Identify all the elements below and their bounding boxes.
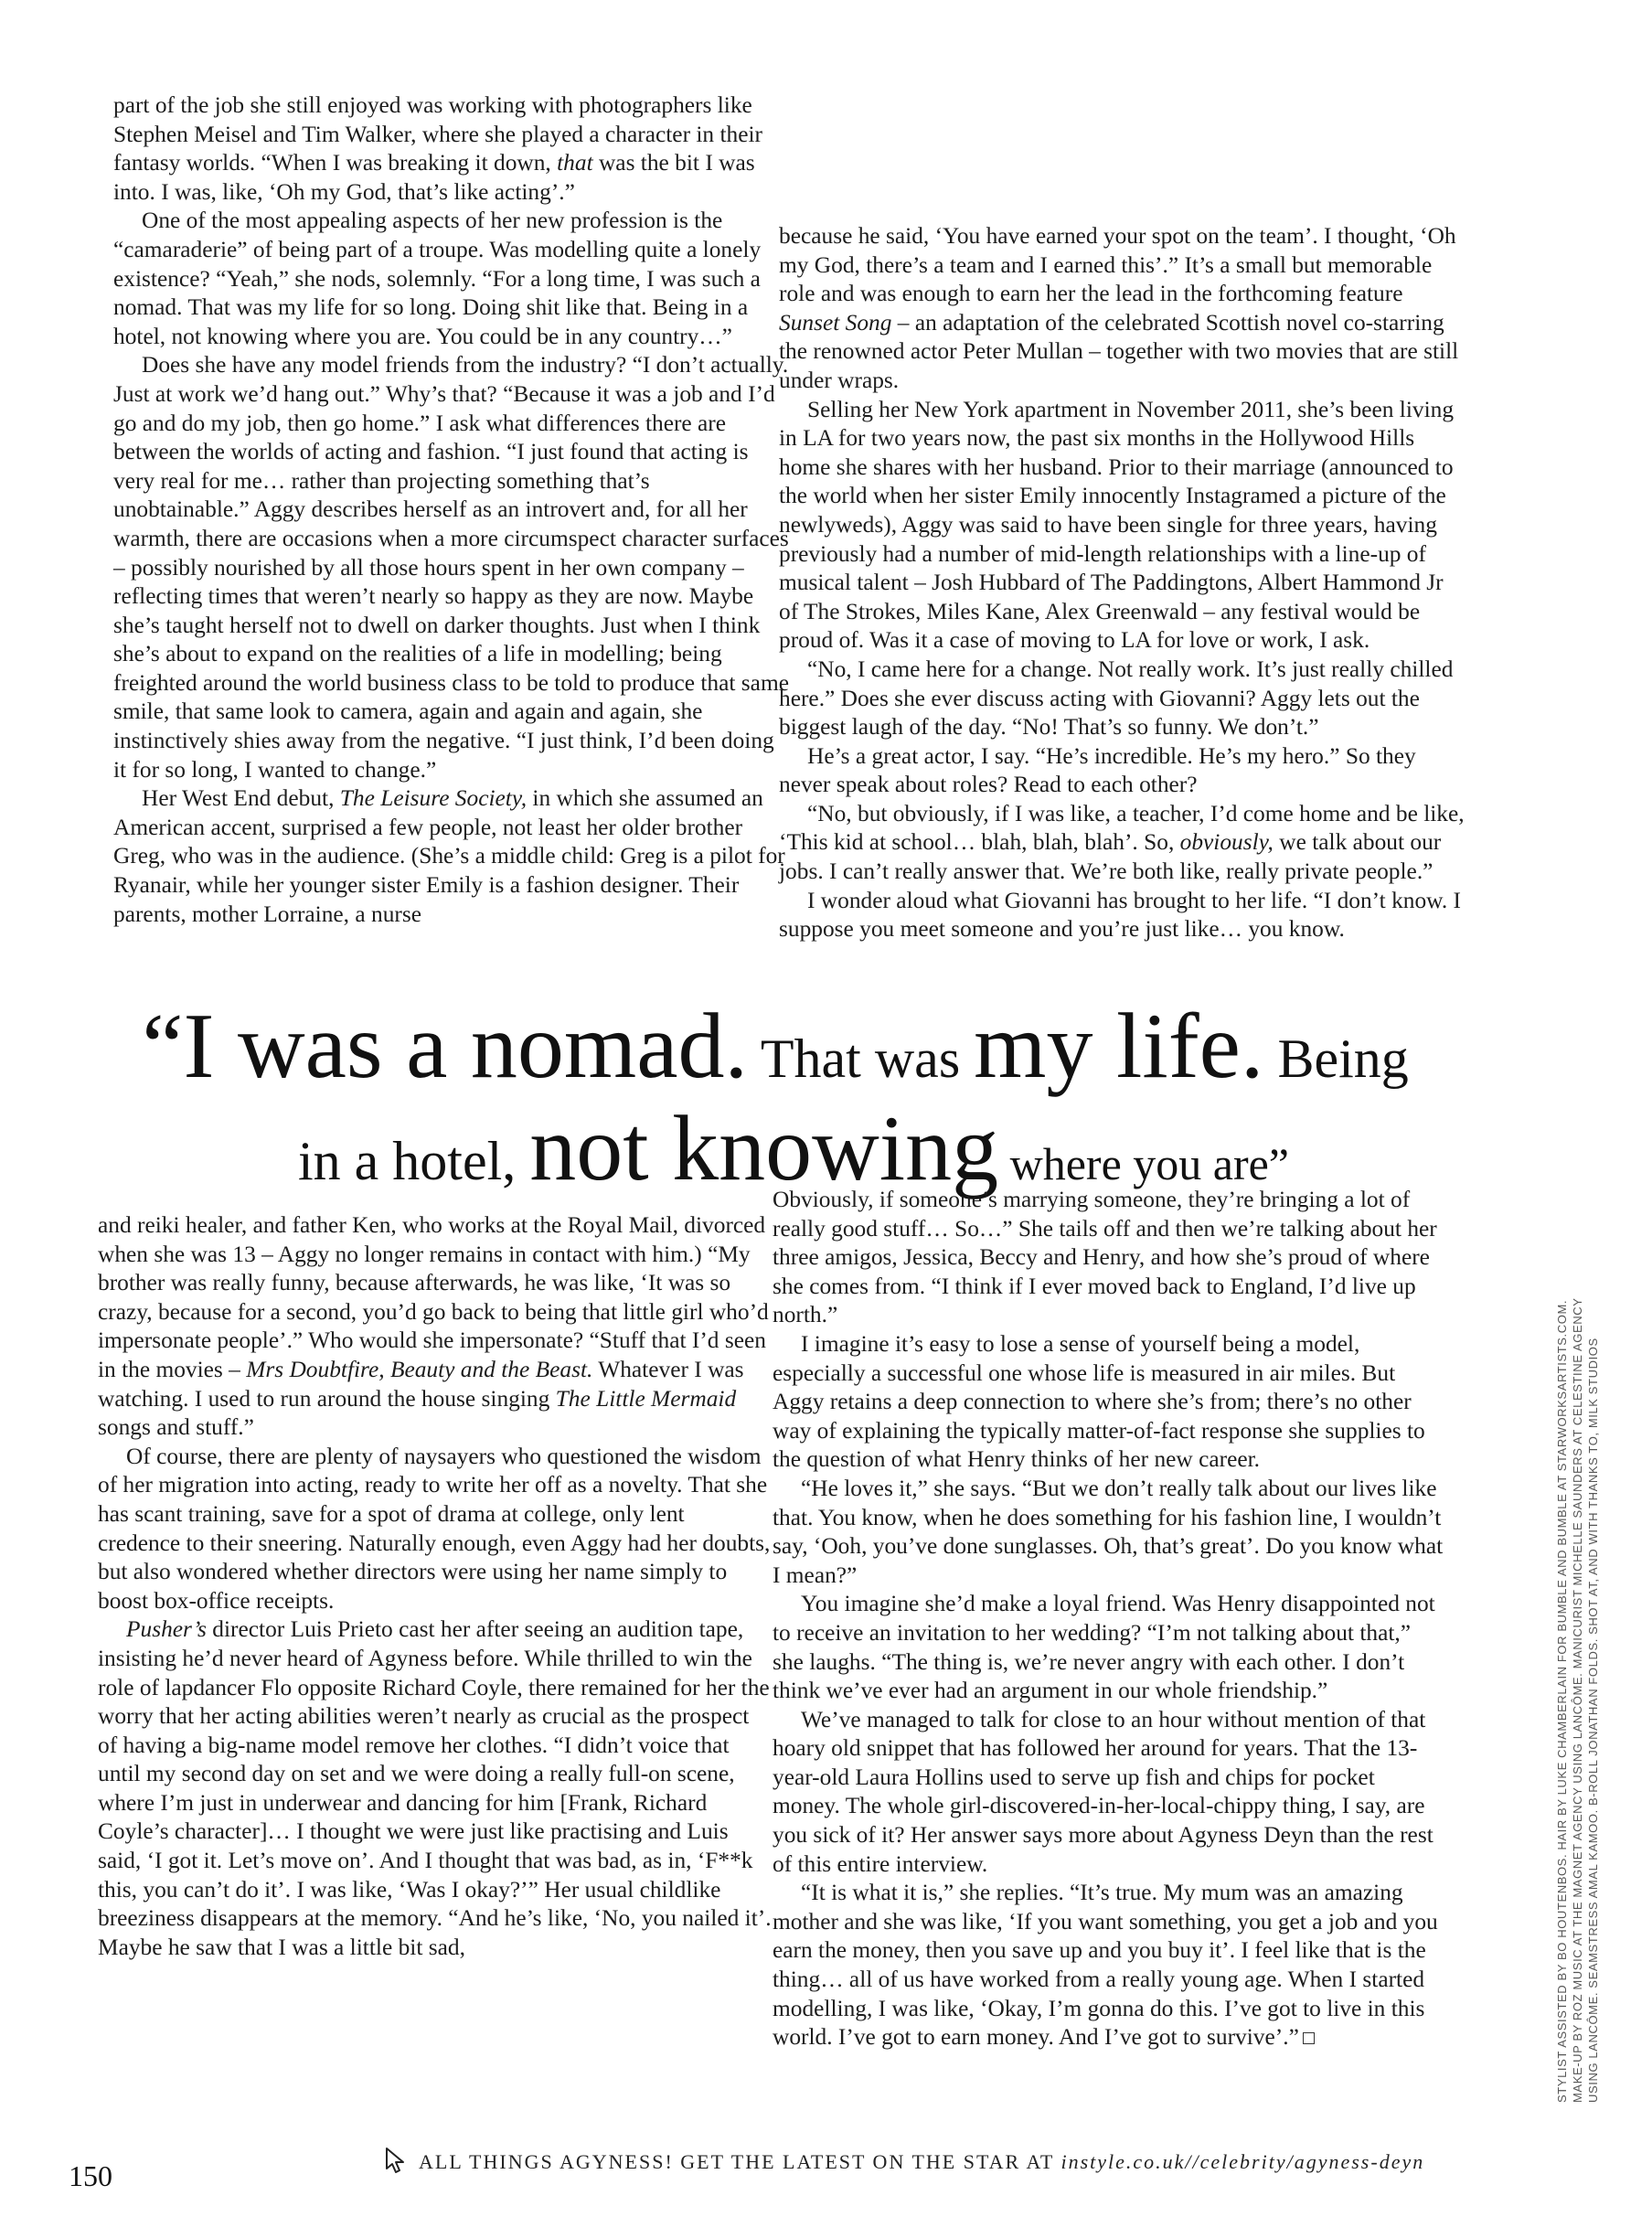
- paragraph: [773, 1475, 1447, 1590]
- text-run: Her West End debut,: [142, 785, 340, 812]
- paragraph: [779, 742, 1465, 800]
- paragraph: [98, 1211, 773, 1443]
- text-run: One of the most appealing aspects of her new profession is the “camaraderie” of being part of a troupe. Was modelling quite a lonely existence? “Yeah,” she nods, solemnly. “For a long time, I was such a nomad. That was my life for so long. Doing shit like that. Being in a hotel, not knowing where you are. You could be in any country…”: [113, 208, 762, 349]
- text-run: Whatever I was watching. I used to run around the house singing: [98, 1356, 744, 1412]
- paragraph: [773, 1330, 1447, 1475]
- pull-quote-segment: Being: [1263, 1029, 1409, 1089]
- paragraph: [773, 1590, 1447, 1705]
- text-run: I wonder aloud what Giovanni has brought to her life. “I don’t know. I suppose you meet someone and you’re just like… you know.: [779, 887, 1462, 943]
- text-run: we talk about our jobs. I can’t really answer that. We’re both like, really private people.”: [779, 829, 1442, 885]
- end-mark-icon: [1303, 2032, 1315, 2044]
- text-run: songs and stuff.”: [98, 1414, 254, 1441]
- text-run: “No, but obviously, if I was like, a teacher, I’d come home and be like, ‘This kid at school… blah, blah, blah’. So,: [779, 800, 1465, 856]
- italic-text: The Little Mermaid: [555, 1385, 737, 1412]
- article-column-3: [98, 1211, 773, 1962]
- italic-text: obviously,: [1179, 829, 1274, 856]
- pull-quote-segment: in a hotel,: [298, 1131, 530, 1191]
- text-run: – an adaptation of the celebrated Scottish novel co-starring the renowned actor Peter Mullan – together with two movies that are still under wraps.: [779, 309, 1459, 393]
- text-run: director Luis Prieto cast her after seeing an audition tape, insisting he’d never heard of Agyness before. While thrilled to win the role of lapdancer Flo opposite Richard Coyle, there remained for her the worry that her acting abilities weren’t nearly as crucial as the prospect of having a big-name model remove her clothes. “I didn’t voice that until my second day on set and we were doing a really full-on scene, where I’m just in underwear and dancing for him [Frank, Richard Coyle’s character]… I thought we were just like practising and Luis said, ‘I got it. Let’s move on’. And I thought that was bad, as in, ‘F**k this, you can’t do it’. I was like, ‘Was I okay?’” Her usual childlike breeziness disappears at the memory. “And he’s like, ‘No, you nailed it’. Maybe he saw that I was a little bit sad,: [98, 1616, 772, 1960]
- pull-quote-segment: where you are”: [998, 1138, 1289, 1189]
- paragraph: [98, 1615, 773, 1962]
- italic-text: Pusher’s: [126, 1616, 207, 1643]
- italic-text: The Leisure Society,: [339, 785, 528, 812]
- text-run: Of course, there are plenty of naysayers who questioned the wisdom of her migration into acting, ready to write her off as a novelty. That she has scant training, save for a spot of drama at college, only lent credence to their sneering. Naturally enough, even Aggy had her doubts, but also wondered whether directors were using her name simply to boost box-office receipts.: [98, 1443, 771, 1614]
- cursor-arrow-icon: [384, 2147, 410, 2174]
- article-column-1: [113, 91, 790, 929]
- paragraph: [779, 887, 1465, 944]
- text-run: “He loves it,” she says. “But we don’t really talk about our lives like that. You know, when he does something for his fashion line, I wouldn’t say, ‘Ooh, you’ve done sunglasses. Oh, that’s great’. Do you know what I mean?”: [773, 1475, 1444, 1588]
- article-column-4: [773, 1186, 1447, 2052]
- paragraph: [779, 656, 1465, 742]
- page-number: 150: [69, 2159, 112, 2192]
- footer-text: ALL THINGS AGYNESS! GET THE LATEST ON THE STAR AT: [419, 2150, 1061, 2173]
- text-run: Selling her New York apartment in November 2011, she’s been living in LA for two years now, the past six months in the Hollywood Hills home she shares with her husband. Prior to their marriage (announced to the world when her sister Emily innocently Instagramed a picture of the newlyweds), Aggy was said to have been single for three years, having previously had a number of mid-length relationships with a line-up of musical talent – Josh Hubbard of The Paddingtons, Albert Hammond Jr of The Strokes, Miles Kane, Alex Greenwald – any festival would be proud of. Was it a case of moving to LA for love or work, I ask.: [779, 396, 1455, 654]
- text-run: and reiki healer, and father Ken, who works at the Royal Mail, divorced when she was 13 – Aggy no longer remains in contact with him.) “My brother was really funny, because afterwards, he was like, ‘It was so crazy, because for a second, you’d go back to being that little girl who’d impersonate people’.” Who would she impersonate? “Stuff that I’d seen in the movies –: [98, 1212, 769, 1382]
- paragraph: [113, 784, 790, 929]
- italic-text: Mrs Doubtfire, Beauty and the Beast.: [246, 1356, 593, 1382]
- photo-credits: [1554, 1280, 1600, 2103]
- paragraph: [773, 1706, 1447, 1880]
- text-run: part of the job she still enjoyed was working with photographers like Stephen Meisel and Tim Walker, where she played a character in their fantasy worlds. “When I was breaking it down,: [113, 92, 763, 176]
- text-run: I imagine it’s easy to lose a sense of yourself being a model, especially a successful one whose life is measured in air miles. But Aggy retains a deep connection to where she’s from; there’s no other way of explaining the typically matter-of-fact response she supplies to the question of what Henry thinks of her new career.: [773, 1330, 1425, 1473]
- paragraph: [113, 91, 790, 207]
- text-run: He’s a great actor, I say. “He’s incredible. He’s my hero.” So they never speak about roles? Read to each other?: [779, 742, 1416, 798]
- pull-quote-segment: my life.: [974, 995, 1264, 1098]
- paragraph: [779, 396, 1465, 656]
- footer-promo: [384, 2147, 1518, 2174]
- paragraph: [113, 207, 790, 351]
- paragraph: [779, 800, 1465, 887]
- text-run: was the bit I was into. I was, like, ‘Oh my God, that’s like acting’.”: [113, 150, 755, 205]
- photo-credits-text: STYLIST ASSISTED BY BO HOUTENBOS. HAIR BY LUKE CHAMBERLAIN FOR BUMBLE AND BUMBLE AT STARWORKSARTISTS.COM. MAKE-UP BY ROZ MUSIC AT THE MAGNET AGENCY USING LANCÔME. MANICURIST MICHELLE SAUNDERS AT CELESTINE AGENCY USING LANCÔME. SEAMSTRESS AMAL KAMOO. B-ROLL JONATHAN FOLDS. SHOT AT, AND WITH THANKS TO, MILK STUDIOS: [1555, 1297, 1600, 2103]
- paragraph: [779, 222, 1465, 396]
- pull-quote: [80, 997, 1507, 1212]
- text-run: You imagine she’d make a loyal friend. Was Henry disappointed not to receive an invitation to her wedding? “I’m not talking about that,” she laughs. “The thing is, we’re never angry with each other. I don’t think we’ve ever had an argument in our whole friendship.”: [773, 1591, 1435, 1704]
- text-run: Obviously, if someone’s marrying someone, they’re bringing a lot of really good stuff… So…” She tails off and then we’re talking about her three amigos, Jessica, Beccy and Henry, and how she’s proud of where she comes from. “I think if I ever moved back to England, I’d live up north.”: [773, 1187, 1437, 1328]
- paragraph: [98, 1443, 773, 1616]
- italic-text: Sunset Song: [779, 309, 892, 336]
- pull-quote-segment: “I was a nomad.: [142, 995, 748, 1098]
- text-run: Does she have any model friends from the industry? “I don’t actually. Just at work we’d hang out.” Why’s that? “Because it was a job and I’d go and do my job, then go home.” I ask what differences there are between the worlds of acting and fashion. “I just found that acting is very real for me… rather than projecting something that’s unobtainable.” Aggy describes herself as an introvert and, for all her warmth, there are occasions when a more circumspect character surfaces – possibly nourished by all those hours spent in her own company – reflecting times that weren’t nearly so happy as they are now. Maybe she’s taught herself not to dwell on darker thoughts. Just when I think she’s about to expand on the realities of a life in modelling; being freighted around the world business class to be told to produce that same smile, that same look to camera, again and again and again, she instinctively shies away from the negative. “I just think, I’d been doing it for so long, I wanted to change.”: [113, 352, 789, 783]
- pull-quote-segment: That was: [747, 1029, 975, 1089]
- footer-link[interactable]: instyle.co.uk//celebrity/agyness-deyn: [1060, 2150, 1425, 2173]
- text-run: “No, I came here for a change. Not really work. It’s just really chilled here.” Does she ever discuss acting with Giovanni? Aggy lets out the biggest laugh of the day. “No! That’s so funny. We don’t.”: [779, 656, 1454, 741]
- italic-text: that: [557, 150, 593, 176]
- text-run: “It is what it is,” she replies. “It’s true. My mum was an amazing mother and she was like, ‘If you want something, you get a job and you earn the money, then you save up and you buy it’. I feel like that is the thing… all of us have worked from a really young age. When I started modelling, I was like, ‘Okay, I’m gonna do this. I’ve got to live in this world. I’ve got to earn money. And I’ve got to survive’.”: [773, 1880, 1438, 2051]
- article-column-2: [779, 222, 1465, 944]
- text-run: We’ve managed to talk for close to an hour without mention of that hoary old snippet that has followed her around for years. That the 13-year-old Laura Hollins used to serve up fish and chips for pocket money. The whole girl-discovered-in-her-local-chippy thing, I say, are you sick of it? Her answer says more about Agyness Deyn than the rest of this entire interview.: [773, 1706, 1434, 1877]
- text-run: in which she assumed an American accent, surprised a few people, not least her older brother Greg, who was in the audience. (She’s a middle child: Greg is a pilot for Ryanair, while her younger sister Emily is a fashion designer. Their parents, mother Lorraine, a nurse: [113, 785, 785, 927]
- text-run: because he said, ‘You have earned your spot on the team’. I thought, ‘Oh my God, there’s a team and I earned this’.” It’s a small but memorable role and was enough to earn her the lead in the forthcoming feature: [779, 223, 1456, 307]
- paragraph: [113, 351, 790, 784]
- pull-quote-segment: not knowing: [529, 1097, 999, 1200]
- paragraph: [773, 1879, 1447, 2052]
- paragraph: [773, 1186, 1447, 1330]
